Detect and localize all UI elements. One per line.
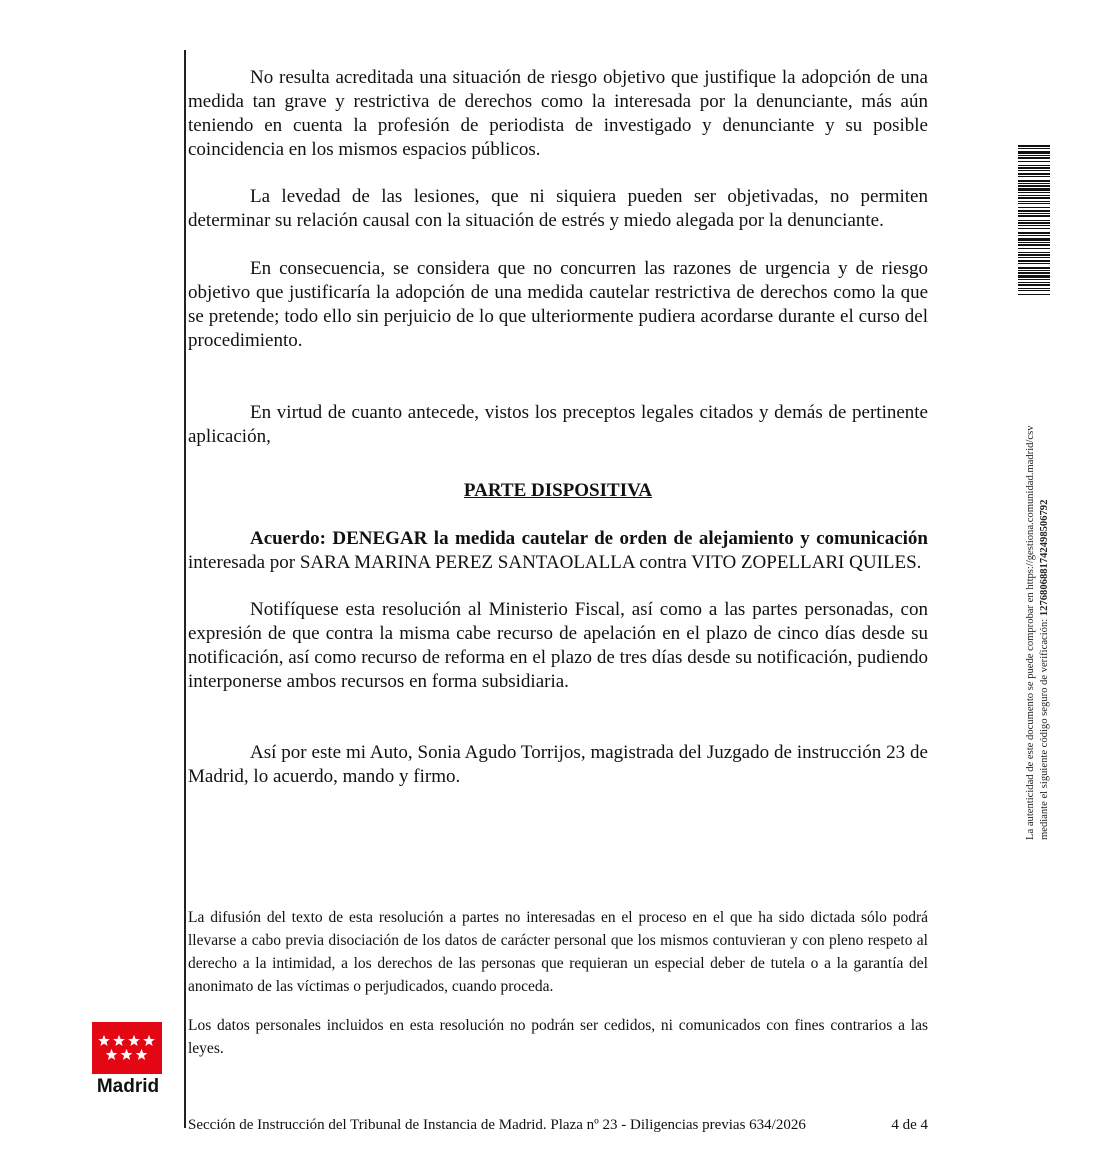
star-icon — [98, 1035, 110, 1046]
agreement-bold: Acuerdo: DENEGAR la medida cautelar de orden de alejamiento y comunicación — [250, 528, 928, 549]
logo-text: Madrid — [96, 1076, 160, 1097]
star-icon — [106, 1049, 118, 1060]
footer-page-number: 4 de 4 — [891, 1117, 928, 1133]
footer-court: Sección de Instrucción del Tribunal de Instancia de Madrid. Plaza nº 23 - Diligencias previas 634/2026 — [188, 1117, 806, 1133]
madrid-flag-icon — [92, 1022, 162, 1074]
section-heading: PARTE DISPOSITIVA — [463, 480, 653, 501]
page-footer — [188, 1115, 928, 1135]
star-icon — [128, 1035, 140, 1046]
verification-line-2 — [1039, 500, 1050, 840]
verification-prefix: mediante el siguiente código seguro de verificación: — [1039, 616, 1050, 840]
paragraph-risk: No resulta acreditada una situación de riesgo objetivo que justifique la adopción de una medida tan grave y restrictiva de derechos como la interesada por la denunciante, más aún teniendo en cuenta la profesión de periodista de investigado y denunciante y su posible coincidencia en los mismos espacios públicos. — [188, 67, 928, 160]
margin-rule — [184, 50, 186, 1128]
paragraph-notification: Notifíquese esta resolución al Ministerio Fiscal, así como a las partes personadas, con expresión de que contra la misma cabe recurso de apelación en el plazo de cinco días desde su notificación, así como recurso de reforma en el plazo de tres días desde su notificación, pudiendo interponerse ambos recursos en forma subsidiaria. — [188, 599, 928, 692]
agreement-rest: interesada por SARA MARINA PEREZ SANTAOLALLA contra VITO ZOPELLARI QUILES. — [188, 552, 922, 573]
fine-print-diffusion: La difusión del texto de esta resolución a partes no interesadas en el proceso en el que ha sido dictada sólo podrá llevarse a cabo previa disociación de los datos de carácter personal que los mismos contuvieran y con pleno respeto al derecho a la intimidad, a los derechos de las personas que requieran un especial deber de tutela o a la garantía del anonimato de las víctimas o perjudicados, cuando proceda. — [188, 909, 928, 995]
paragraph-virtue: En virtud de cuanto antecede, vistos los preceptos legales citados y demás de pertinente aplicación, — [188, 402, 928, 447]
paragraph-signature: Así por este mi Auto, Sonia Agudo Torrijos, magistrada del Juzgado de instrucción 23 de Madrid, lo acuerdo, mando y firmo. — [188, 742, 928, 787]
verification-line-1: La autenticidad de este documento se puede comprobar en https://gestiona.comunidad.madrid/csv — [1025, 425, 1036, 840]
resolution-body — [188, 66, 928, 789]
stars-icon — [92, 1022, 162, 1074]
fine-print-data: Los datos personales incluidos en esta resolución no podrán ser cedidos, ni comunicados con fines contrarios a las leyes. — [188, 1017, 928, 1057]
verification-note — [1019, 350, 1065, 840]
paragraph-agreement — [188, 527, 928, 575]
star-icon — [121, 1049, 133, 1060]
paragraph-consequence: En consecuencia, se considera que no concurren las razones de urgencia y de riesgo objetivo que justificaría la adopción de una medida cautelar restrictiva de derechos como la que se pretende; todo ello sin perjuicio de lo que ulteriormente pudiera acordarse durante el curso del procedimiento. — [188, 258, 928, 351]
star-icon — [113, 1035, 125, 1046]
verification-code: 1276806881742498506792 — [1039, 499, 1050, 617]
star-icon — [143, 1035, 155, 1046]
star-icon — [136, 1049, 148, 1060]
fine-print — [188, 906, 928, 1060]
barcode-icon — [1018, 145, 1050, 295]
madrid-logo — [90, 1022, 166, 1100]
paragraph-injuries: La levedad de las lesiones, que ni siquiera pueden ser objetivadas, no permiten determinar su relación causal con la situación de estrés y miedo alegada por la denunciante. — [188, 186, 928, 231]
